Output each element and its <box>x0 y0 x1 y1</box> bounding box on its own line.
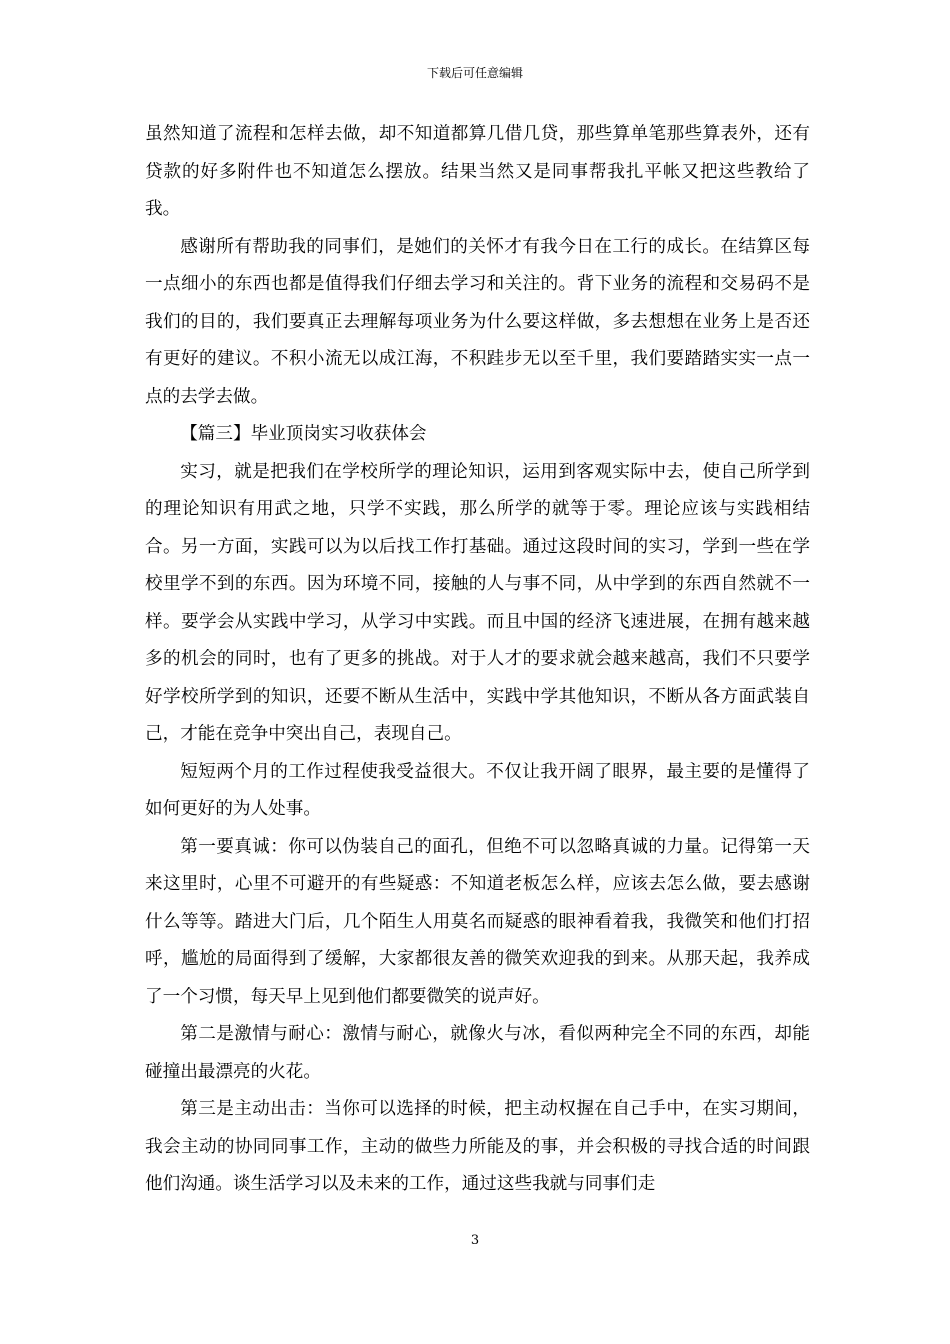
section-heading: 【篇三】毕业顶岗实习收获体会 <box>180 424 427 444</box>
page-number: 3 <box>470 1233 480 1248</box>
paragraph-continued: 虽然知道了流程和怎样去做，却不知道都算几借几贷，那些算单笔那些算表外，还有贷款的好多附件也不知道怎么摆放。结果当然又是同事帮我扎平帐又把这些教给了我。 <box>145 124 810 219</box>
page-header: 下载后可任意编辑 <box>426 66 523 80</box>
paragraph-passion-patience: 第二是激情与耐心：激情与耐心，就像火与冰，看似两种完全不同的东西，却能碰撞出最漂亮的火花。 <box>145 1024 810 1082</box>
paragraph-thanks: 感谢所有帮助我的同事们，是她们的关怀才有我今日在工行的成长。在结算区每一点细小的东西也都是值得我们仔细去学习和关注的。背下业务的流程和交易码不是我们的目的，我们要真正去理解每项业务为什么要这样做，多去想想在业务上是否还有更好的建议。不积小流无以成江海，不积跬步无以至千里，我们要踏踏实实一点一点的去学去做。 <box>145 236 810 407</box>
paragraph-sincerity: 第一要真诚：你可以伪装自己的面孔，但绝不可以忽略真诚的力量。记得第一天来这里时，心里不可避开的有些疑惑：不知道老板怎么样，应该去怎么做，要去感谢什么等等。踏进大门后，几个陌生人用莫名而疑惑的眼神看着我，我微笑和他们打招呼，尴尬的局面得到了缓解，大家都很友善的微笑欢迎我的到来。从那天起，我养成了一个习惯，每天早上见到他们都要微笑的说声好。 <box>145 836 810 1007</box>
paragraph-initiative: 第三是主动出击：当你可以选择的时候，把主动权握在自己手中，在实习期间，我会主动的协同同事工作，主动的做些力所能及的事，并会积极的寻找合适的时间跟他们沟通。谈生活学习以及未来的工作，通过这些我就与同事们走 <box>145 1099 810 1194</box>
paragraph-internship: 实习，就是把我们在学校所学的理论知识，运用到客观实际中去，使自己所学到的理论知识有用武之地，只学不实践，那么所学的就等于零。理论应该与实践相结合。另一方面，实践可以为以后找工作打基础。通过这段时间的实习，学到一些在学校里学不到的东西。因为环境不同，接触的人与事不同，从中学到的东西自然就不一样。要学会从实践中学习，从学习中实践。而且中国的经济飞速进展，在拥有越来越多的机会的同时，也有了更多的挑战。对于人才的要求就会越来越高，我们不只要学好学校所学到的知识，还要不断从生活中，实践中学其他知识，不断从各方面武装自己，才能在竞争中突出自己，表现自己。 <box>145 461 810 744</box>
paragraph-benefit: 短短两个月的工作过程使我受益很大。不仅让我开阔了眼界，最主要的是懂得了如何更好的为人处事。 <box>145 761 810 819</box>
document-body <box>145 116 810 1204</box>
